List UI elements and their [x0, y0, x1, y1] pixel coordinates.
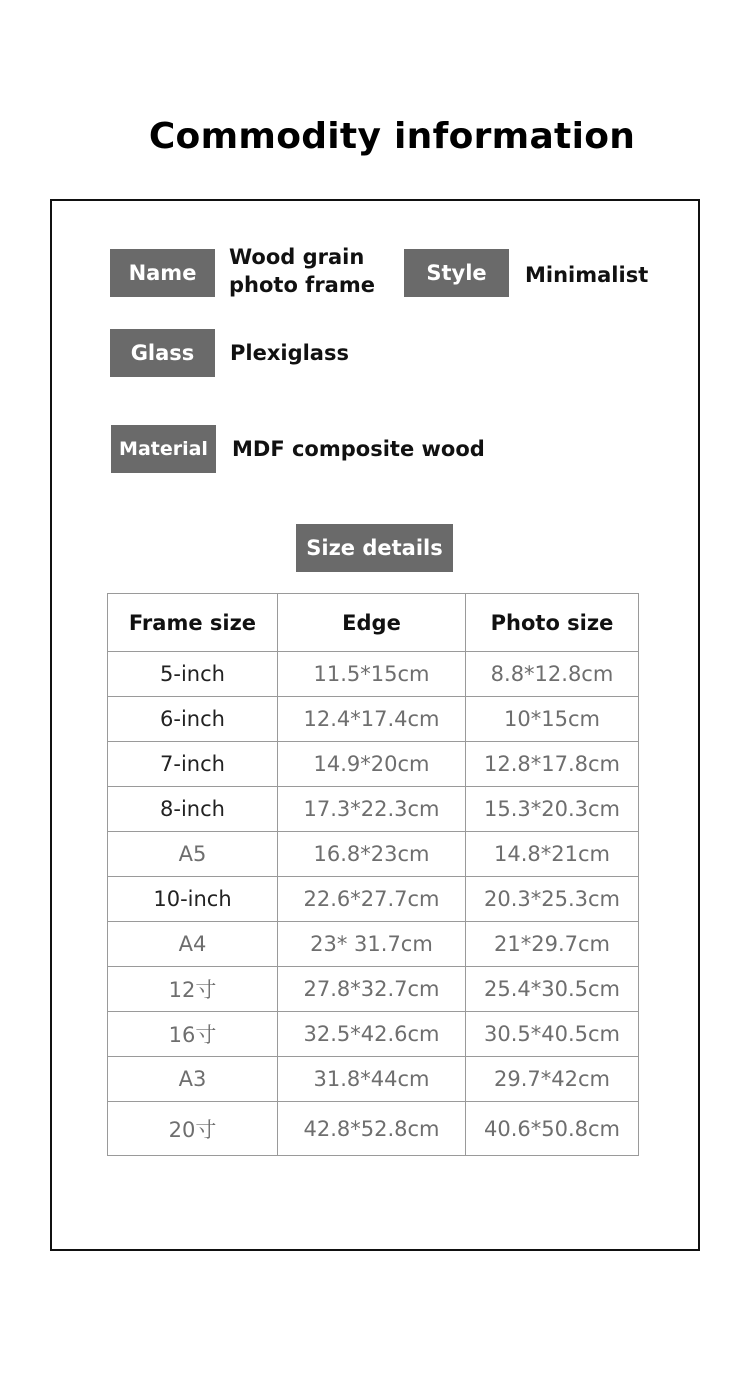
edge-cell: 23* 31.7cm — [278, 922, 466, 967]
edge-cell: 32.5*42.6cm — [278, 1012, 466, 1057]
glass-value: Plexiglass — [230, 341, 349, 365]
photo-size-cell: 20.3*25.3cm — [466, 877, 639, 922]
size-table — [107, 593, 639, 1156]
photo-size-cell: 15.3*20.3cm — [466, 787, 639, 832]
frame-size-cell: 8-inch — [108, 787, 278, 832]
photo-size-cell: 25.4*30.5cm — [466, 967, 639, 1012]
header-edge: Edge — [278, 594, 466, 652]
header-frame-size: Frame size — [108, 594, 278, 652]
size-details-label: Size details — [296, 524, 453, 572]
table-row — [108, 1102, 639, 1156]
edge-cell: 14.9*20cm — [278, 742, 466, 787]
frame-size-cell: A5 — [108, 832, 278, 877]
frame-size-cell: 5-inch — [108, 652, 278, 697]
style-value: Minimalist — [525, 263, 649, 287]
material-value: MDF composite wood — [232, 437, 485, 461]
edge-cell: 27.8*32.7cm — [278, 967, 466, 1012]
name-value-line1: Wood grain — [229, 245, 365, 269]
edge-cell: 31.8*44cm — [278, 1057, 466, 1102]
photo-size-cell: 40.6*50.8cm — [466, 1102, 639, 1156]
table-row — [108, 742, 639, 787]
table-row — [108, 1057, 639, 1102]
frame-size-cell: 10-inch — [108, 877, 278, 922]
header-photo-size: Photo size — [466, 594, 639, 652]
edge-cell: 17.3*22.3cm — [278, 787, 466, 832]
table-header-row — [108, 594, 639, 652]
style-label: Style — [404, 249, 509, 297]
table-row — [108, 787, 639, 832]
page-title: Commodity information — [148, 116, 636, 157]
frame-size-cell: 16寸 — [108, 1012, 278, 1057]
edge-cell: 16.8*23cm — [278, 832, 466, 877]
photo-size-cell: 12.8*17.8cm — [466, 742, 639, 787]
frame-size-cell: 6-inch — [108, 697, 278, 742]
frame-size-cell: A4 — [108, 922, 278, 967]
name-value — [229, 243, 375, 299]
photo-size-cell: 14.8*21cm — [466, 832, 639, 877]
edge-cell: 11.5*15cm — [278, 652, 466, 697]
name-value-line2: photo frame — [229, 273, 375, 297]
edge-cell: 42.8*52.8cm — [278, 1102, 466, 1156]
glass-label: Glass — [110, 329, 215, 377]
table-row — [108, 877, 639, 922]
edge-cell: 22.6*27.7cm — [278, 877, 466, 922]
table-row — [108, 1012, 639, 1057]
table-row — [108, 922, 639, 967]
edge-cell: 12.4*17.4cm — [278, 697, 466, 742]
photo-size-cell: 8.8*12.8cm — [466, 652, 639, 697]
table-row — [108, 967, 639, 1012]
photo-size-cell: 29.7*42cm — [466, 1057, 639, 1102]
material-label: Material — [111, 425, 216, 473]
name-label: Name — [110, 249, 215, 297]
frame-size-cell: 20寸 — [108, 1102, 278, 1156]
frame-size-cell: 12寸 — [108, 967, 278, 1012]
photo-size-cell: 30.5*40.5cm — [466, 1012, 639, 1057]
table-row — [108, 832, 639, 877]
frame-size-cell: 7-inch — [108, 742, 278, 787]
frame-size-cell: A3 — [108, 1057, 278, 1102]
table-row — [108, 652, 639, 697]
photo-size-cell: 10*15cm — [466, 697, 639, 742]
table-row — [108, 697, 639, 742]
photo-size-cell: 21*29.7cm — [466, 922, 639, 967]
